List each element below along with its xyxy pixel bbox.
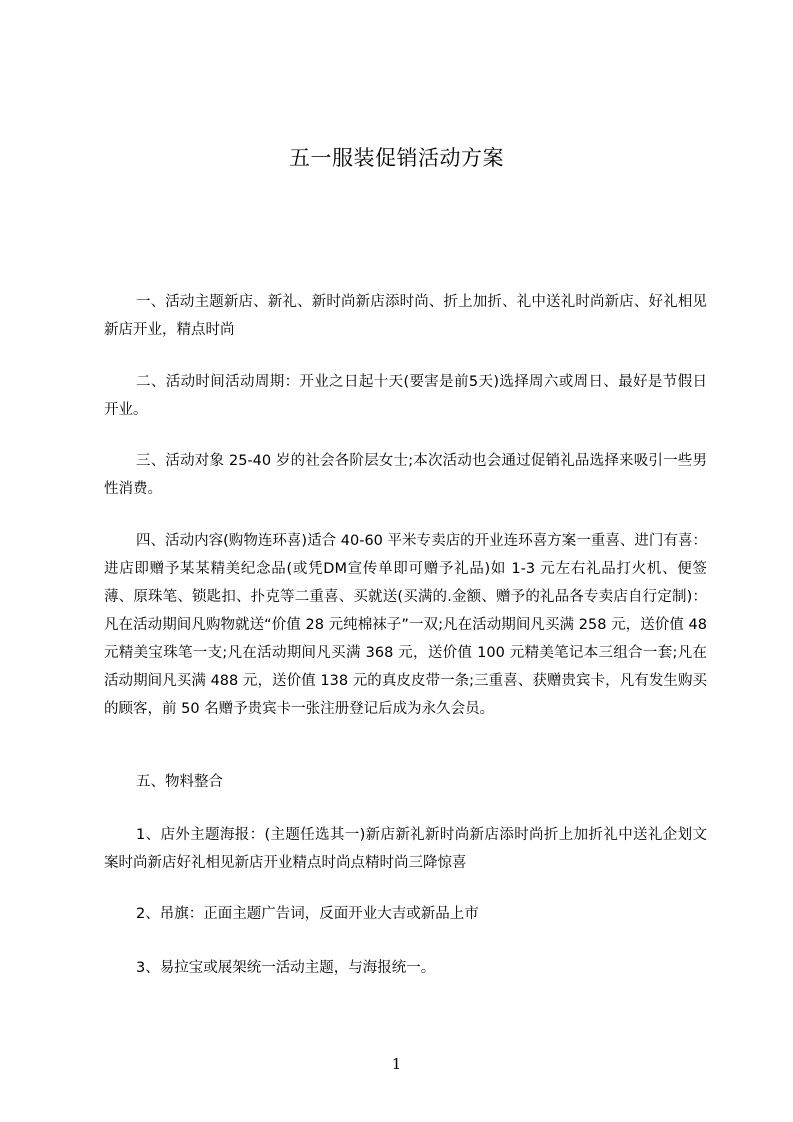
paragraph-outdoor-poster: 1、店外主题海报：(主题任选其一)新店新礼新时尚新店添时尚折上加折礼中送礼企划文案时尚新店好礼相见新店开业精点时尚点精时尚三降惊喜 (104, 827, 707, 871)
paragraph-activity-theme: 一、活动主题新店、新礼、新时尚新店添时尚、折上加折、礼中送礼时尚新店、好礼相见新店开业，精点时尚 (104, 294, 707, 338)
paragraph-display-stand: 3、易拉宝或展架统一活动主题，与海报统一。 (136, 960, 436, 976)
paragraph-activity-target: 三、活动对象 25-40 岁的社会各阶层女士;本次活动也会通过促销礼品选择来吸引一些男性消费。 (104, 453, 707, 497)
paragraph-hanging-flag: 2、吊旗：正面主题广告词，反面开业大吉或新品上市 (136, 906, 479, 922)
paragraph-activity-time: 二、活动时间活动周期：开业之日起十天(要害是前5天)选择周六或周日、最好是节假日开业。 (104, 374, 707, 418)
paragraph-materials-heading: 五、物料整合 (136, 774, 223, 790)
document-title: 五一服装促销活动方案 (289, 146, 504, 170)
page-number: 1 (391, 1055, 402, 1073)
paragraph-activity-content: 四、活动内容(购物连环喜)适合 40-60 平米专卖店的开业连环喜方案一重喜、进门有喜：进店即赠予某某精美纪念品(或凭DM宣传单即可赠予礼品)如 1-3 元左右礼品打火机、便签薄、原珠笔、锁匙扣、扑克等二重喜、买就送(买满的.金额、赠予的礼品各专卖店自行定制)：凡在活动期间凡购物就送“价值 28 元纯棉袜子”一双;凡在活动期间凡买满 258 元，送价值 48 元精美宝珠笔一支;凡在活动期间凡买满 368 元，送价值 100 元精美笔记本三组合一套;凡在活动期间凡买满 488 元，送价值 138 元的真皮皮带一条;三重喜、获赠贵宾卡，凡有发生购买的顾客，前 50 名赠予贵宾卡一张注册登记后成为永久会员。 (104, 533, 707, 717)
